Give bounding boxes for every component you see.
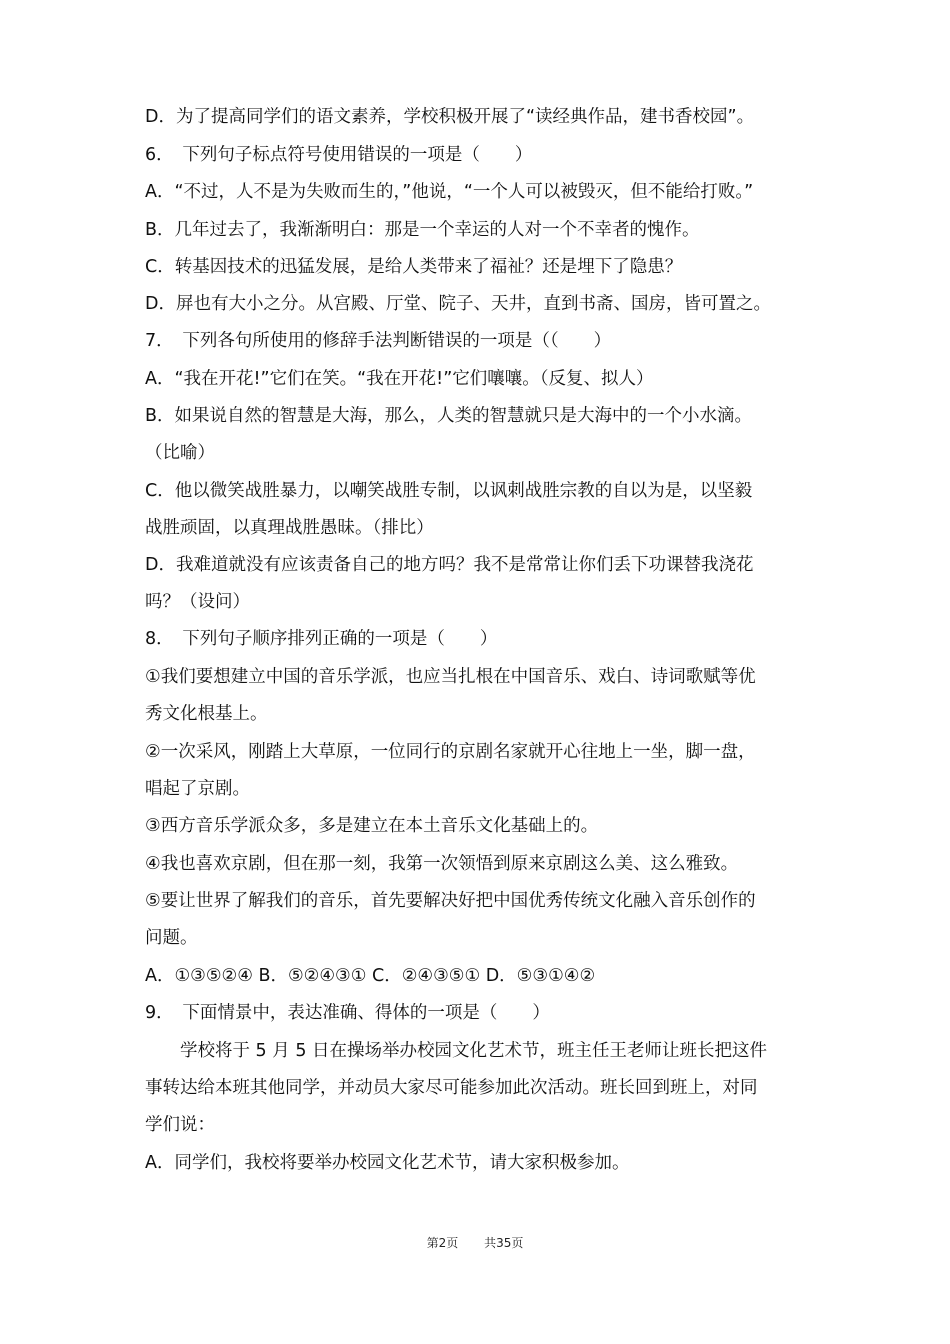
question-6: 6． 下列句子标点符号使用错误的一项是（ ）: [145, 145, 533, 165]
sentence-4: ④我也喜欢京剧，但在那一刻，我第一次领悟到原来京剧这么美、这么雅致。: [145, 854, 739, 874]
sentence-1: ①我们要想建立中国的音乐学派，也应当扎根在中国音乐、戏白、诗词歌赋等优: [145, 667, 756, 687]
option-7c-cont: 战胜顽固，以真理战胜愚昧。（排比）: [145, 518, 434, 538]
page-number: 第2页: [426, 1236, 459, 1250]
option-9a: A．同学们，我校将要举办校园文化艺术节，请大家积极参加。: [145, 1153, 630, 1173]
option-7a: A．“我在开花!”它们在笑。“我在开花!”它们嚷嚷。（反复、拟人）: [145, 369, 654, 389]
sentence-1-cont: 秀文化根基上。: [145, 704, 268, 724]
question-8: 8． 下列句子顺序排列正确的一项是（ ）: [145, 629, 498, 649]
question-7: 7． 下列各句所使用的修辞手法判断错误的一项是（（ ）: [145, 331, 612, 351]
option-7c: C．他以微笑战胜暴力，以嘲笑战胜专制，以讽刺战胜宗教的自以为是，以坚毅: [145, 481, 753, 501]
option-5d: D．为了提高同学们的语文素养，学校积极开展了“读经典作品，建书香校园”。: [145, 107, 755, 127]
sentence-5-cont: 问题。: [145, 928, 198, 948]
option-6a: A．“不过，人不是为失败而生的，”他说，“一个人可以被毁灭，但不能给打败。”: [145, 182, 754, 202]
sentence-3: ③西方音乐学派众多，多是建立在本土音乐文化基础上的。: [145, 816, 599, 836]
sentence-2: ②一次采风，刚踏上大草原，一位同行的京剧名家就开心往地上一坐，脚一盘，: [145, 742, 756, 762]
options-8: A．①③⑤②④ B．⑤②④③① C．②④③⑤① D．⑤③①④②: [145, 966, 596, 986]
sentence-2-cont: 唱起了京剧。: [145, 779, 250, 799]
option-6c: C．转基因技术的迅猛发展，是给人类带来了福祉？还是埋下了隐患？: [145, 257, 683, 277]
option-7b: B．如果说自然的智慧是大海，那么，人类的智慧就只是大海中的一个小水滴。: [145, 406, 753, 426]
page-footer: [0, 1233, 950, 1253]
option-7b-cont: （比喻）: [145, 443, 215, 463]
option-6d: D．屏也有大小之分。从宫殿、厅堂、院子、天井，直到书斋、国房，皆可置之。: [145, 294, 771, 314]
sentence-5: ⑤要让世界了解我们的音乐，首先要解决好把中国优秀传统文化融入音乐创作的: [145, 891, 756, 911]
scenario-paragraph-end: 学们说：: [145, 1115, 215, 1135]
scenario-paragraph: 学校将于 5 月 5 日在操场举办校园文化艺术节，班主任王老师让班长把这件: [180, 1041, 768, 1061]
option-6b: B．几年过去了，我渐渐明白：那是一个幸运的人对一个不幸者的愧作。: [145, 220, 700, 240]
option-7d: D．我难道就没有应该责备自己的地方吗？我不是常常让你们丢下功课替我浇花: [145, 555, 754, 575]
scenario-paragraph-cont: 事转达给本班其他同学，并动员大家尽可能参加此次活动。班长回到班上，对同: [145, 1078, 758, 1098]
page-total: 共35页: [484, 1236, 524, 1250]
question-9: 9． 下面情景中，表达准确、得体的一项是（ ）: [145, 1003, 550, 1023]
option-7d-cont: 吗？（设问）: [145, 592, 250, 612]
